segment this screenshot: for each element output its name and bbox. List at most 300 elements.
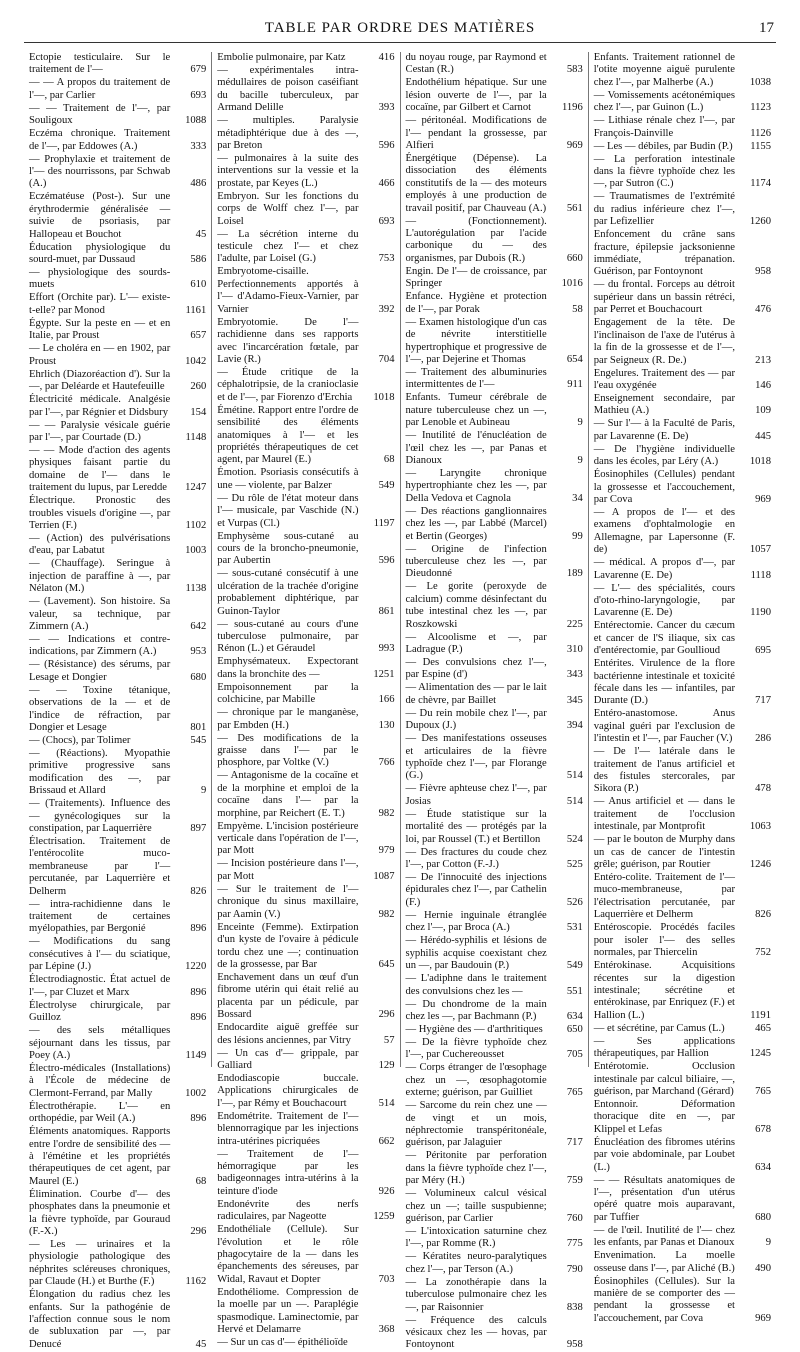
index-entry xyxy=(406,1188,583,1225)
index-entry-text: Embryon. Sur les fonctions du corps de Wolff chez l'—, par Loisel xyxy=(217,190,359,227)
index-entry-page: 1246 xyxy=(749,859,771,871)
index-entry-page: 445 xyxy=(755,430,771,442)
index-entry xyxy=(29,154,206,191)
index-entry-text: — physiologique des sourds-muets xyxy=(29,267,171,291)
index-entry-text: Ectopie testiculaire. Sur le traitement de l'— xyxy=(29,52,171,76)
index-entry-text: — Le gorite (peroxyde de calcium) comme désinfectant du tube intestinal chez les —, par Roszkowski xyxy=(405,581,547,630)
index-entry-page: 645 xyxy=(378,958,395,970)
index-entry xyxy=(594,141,771,153)
index-entry xyxy=(406,115,583,152)
index-entry xyxy=(217,266,394,316)
index-entry-page: 911 xyxy=(567,379,583,391)
index-entry xyxy=(29,1025,206,1062)
index-entry xyxy=(406,544,583,581)
index-entry-text: du noyau rouge, par Raymond et Cestan (R.) xyxy=(405,52,547,76)
index-entry xyxy=(406,1024,583,1036)
index-entry xyxy=(29,394,206,419)
index-entry-page: 958 xyxy=(566,1339,583,1351)
index-entry-text: Enfoncement du crâne sans fracture, épilepsie jacksonienne immédiate, trépanation. Guérison, par Fontoynont xyxy=(593,229,735,278)
index-entry-text: Eczématéuse (Post-). Sur une érythrodermie généralisée — suivie de psoriasis, par Hallopeau et Bouchot xyxy=(29,191,171,240)
index-entry xyxy=(217,115,394,152)
index-entry-page: 1042 xyxy=(185,355,207,367)
index-entry-page: 678 xyxy=(755,1123,771,1135)
index-entry xyxy=(594,834,771,871)
index-entry-page: 1259 xyxy=(373,1211,395,1223)
index-entry-page: 296 xyxy=(378,1009,395,1021)
index-entry-page: 753 xyxy=(378,253,395,265)
index-entry xyxy=(29,1101,206,1126)
index-entry-text: Égypte. Sur la peste en — et en Italie, par Proust xyxy=(29,317,171,342)
index-entry-page: 826 xyxy=(755,909,771,921)
index-entry-page: 704 xyxy=(378,353,395,365)
index-entry-page: 1018 xyxy=(373,391,395,403)
index-entry-page: 765 xyxy=(755,1085,771,1097)
index-entry-text: Emphysémateux. Expectorant dans la bronchite des — xyxy=(217,656,359,680)
index-entry-page: 343 xyxy=(566,669,583,681)
index-entry-page: 1155 xyxy=(750,140,771,152)
index-entry-page: 549 xyxy=(378,479,395,491)
index-entry-page: 129 xyxy=(378,1059,395,1071)
index-entry-text: — Le choléra en — en 1902, par Proust xyxy=(29,343,171,367)
index-entry-page: 610 xyxy=(190,279,207,291)
index-entry-page: 1088 xyxy=(185,115,207,127)
index-entry-page: 486 xyxy=(190,178,207,190)
index-entry xyxy=(594,191,771,228)
index-entry xyxy=(406,809,583,846)
index-entry-page: 654 xyxy=(566,353,583,365)
index-entry-page: 466 xyxy=(378,177,395,189)
index-entry-text: — Ses applications thérapeutiques, par Hallion xyxy=(593,1035,735,1060)
index-entry xyxy=(594,1061,771,1098)
index-entry-page: 717 xyxy=(755,695,771,707)
index-entry-page: 775 xyxy=(566,1238,583,1250)
index-entry-page: 213 xyxy=(755,354,771,366)
index-entry-page: 310 xyxy=(566,644,583,655)
index-column-4 xyxy=(589,52,776,1324)
index-entry xyxy=(29,1000,206,1025)
index-entry-page: 58 xyxy=(572,303,583,315)
index-entry xyxy=(217,191,394,228)
index-entry-text: — intra-rachidienne dans le traitement de certaines myélopathies, par Bergonié xyxy=(29,898,171,935)
index-entry-text: — et sécrétine, par Camus (L.) xyxy=(593,1022,725,1034)
index-entry-page: 693 xyxy=(190,89,207,101)
index-entry-page: 490 xyxy=(755,1262,771,1274)
index-entry-page: 1057 xyxy=(749,544,771,556)
index-entry-page: 662 xyxy=(378,1135,395,1147)
index-entry xyxy=(594,708,771,745)
index-entry-page: 9 xyxy=(765,1237,771,1249)
index-entry-page: 680 xyxy=(190,671,207,683)
index-entry xyxy=(594,583,771,620)
index-entry-text: Entéro-colite. Traitement de l'— muco-membraneuse, par l'électrisation percutanée, par Laquerrière et Delherm xyxy=(593,872,735,921)
index-entry-text: Enchavement dans un œuf d'un fibrome utérin qui était relié au placenta par un pédicule, par Bossard xyxy=(217,971,359,1021)
index-entry-text: Endothélium hépatique. Sur une lésion ouverte de l'—, par la cocaïne, par Gilbert et Carnot xyxy=(405,77,547,114)
index-entry xyxy=(29,558,206,595)
index-entry-page: 596 xyxy=(378,140,395,152)
index-entry-text: — — Traitement de l'—, par Souligoux xyxy=(29,102,171,127)
index-entry xyxy=(217,656,394,681)
index-entry xyxy=(406,657,583,682)
index-entry xyxy=(217,1073,394,1110)
index-entry-text: Électrothérapie. L'— en orthopédie, par Weil (A.) xyxy=(29,1100,171,1125)
index-entry-text: Électrisation. Traitement de l'entérocolite muco-membraneuse par l'— percutanée, par Laquerrière et Delherm xyxy=(29,836,171,897)
index-entry-text: Entérectomie. Cancer du cæcum et cancer de l'S iliaque, six cas d'entérectomie, par Goullioud xyxy=(593,620,735,657)
index-entry-text: — Les — urinaires et la physiologie pathologique des néphrites scléreuses chroniques, par Claude (H.) et Burthe (F.) xyxy=(29,1238,171,1288)
index-entry-text: — — Indications et contre-indications, par Zimmern (A.) xyxy=(29,633,171,658)
index-entry-text: — Étude critique de la céphalotripsie, de la cranioclasie et de l'—, par Fiorenzo d'Erchia xyxy=(217,366,359,403)
index-entry-text: — Fièvre aphteuse chez l'—, par Josias xyxy=(405,783,547,807)
index-entry-text: — Traumatismes de l'extrémité du radius inférieure chez l'—, par Lefizellier xyxy=(593,191,735,228)
index-entry xyxy=(406,935,583,972)
index-entry-page: 1161 xyxy=(185,304,207,316)
index-entry xyxy=(406,77,583,114)
index-entry-page: 679 xyxy=(190,64,207,76)
index-entry xyxy=(217,405,394,467)
index-entry xyxy=(406,581,583,631)
index-entry xyxy=(594,658,771,708)
index-entry xyxy=(29,685,206,735)
index-entry-page: 969 xyxy=(755,493,771,505)
index-entry-text: — L'adiphne dans le traitement des convulsions chez les — xyxy=(405,973,547,997)
index-entry-page: 1118 xyxy=(750,569,771,581)
index-entry xyxy=(594,922,771,959)
index-entry-text: — Inutilité de l'énucléation de l'œil chez les —, par Panas et Dianoux xyxy=(405,430,547,466)
index-entry-text: — De l'hygiène individuelle dans les écoles, par Léry (A.) xyxy=(593,443,735,468)
index-entry-page: 634 xyxy=(566,1010,583,1022)
index-entry-page: 393 xyxy=(378,102,395,114)
index-entry xyxy=(29,495,206,532)
index-entry-text: Endodiascopie buccale. Applications chirurgicales de l'—, par Rémy et Bouchacourt xyxy=(217,1072,359,1109)
index-entry xyxy=(594,1137,771,1174)
index-entry-text: Embryotomie. De l'— rachidienne dans ses rapports avec l'incarcération fœtale, par Lavie (R.) xyxy=(217,316,359,365)
index-entry xyxy=(406,291,583,316)
index-entry-page: 586 xyxy=(190,254,207,266)
index-entry-page: 1038 xyxy=(749,76,771,88)
index-entry xyxy=(594,279,771,316)
index-entry-page: 703 xyxy=(378,1273,395,1285)
index-entry xyxy=(29,634,206,659)
index-entry-page: 969 xyxy=(566,140,583,152)
index-entry-text: Entonnoir. Déformation thoracique dite en —, par Klippel et Lefas xyxy=(593,1098,735,1135)
index-entry-text: Électro-médicales (Installations) à l'École de médecine de Clermont-Ferrand, par Mally xyxy=(29,1062,171,1099)
index-entry-text: — Hygiène des — d'arthritiques xyxy=(405,1023,543,1035)
index-columns xyxy=(24,52,776,1351)
index-entry-text: Électrique. Pronostic des troubles visuels d'origine —, par Terrien (F.) xyxy=(29,495,171,531)
index-entry-text: — multiples. Paralysie métadiphtérique due à des —, par Breton xyxy=(217,115,359,152)
index-entry-page: 650 xyxy=(566,1023,583,1035)
index-entry-text: Éducation physiologique du sourd-muet, par Dussaud xyxy=(29,241,171,266)
index-entry-page: 1247 xyxy=(185,482,207,494)
index-entry xyxy=(406,367,583,392)
index-entry xyxy=(217,821,394,858)
index-entry xyxy=(406,1150,583,1187)
index-entry-page: 333 xyxy=(190,140,207,152)
index-entry-page: 1087 xyxy=(373,870,395,882)
index-entry xyxy=(29,1063,206,1100)
index-entry-text: — — Paralysie vésicale guérie par l'—, par Courtade (D.) xyxy=(29,419,171,443)
index-entry-text: Endothéliale (Cellule). Sur l'évolution et le rôle phagocytaire de la — dans les épanchements des séreuses, par Widal, Ravaut et Dopter xyxy=(217,1224,359,1285)
index-entry-page: 154 xyxy=(190,406,207,418)
index-entry-text: Émotion. Psoriasis consécutifs à une — violente, par Balzer xyxy=(217,467,359,491)
index-entry-page: 642 xyxy=(190,620,207,632)
index-entry xyxy=(29,1239,206,1289)
index-entry-page: 296 xyxy=(190,1225,207,1237)
index-entry-page: 1245 xyxy=(749,1048,771,1060)
index-entry-text: Embryotome-cisaille. Perfectionnements apportés à l'— d'Adamo-Fieux-Varnier, par Varnier xyxy=(217,266,359,315)
index-entry xyxy=(217,1048,394,1073)
index-entry-text: — de l'œil. Inutilité de l'— chez les enfants, par Panas et Dianoux xyxy=(593,1224,735,1249)
index-entry-text: Empyème. L'incision postérieure verticale dans l'opération de l'—, par Mott xyxy=(217,820,359,857)
index-entry-text: — sous-cutané consécutif à une ulcération de la trachée d'origine probablement diphtérique, par Guinon-Taylor xyxy=(217,568,359,617)
index-entry-text: — A propos de l'— et des examens d'ophtalmologie en Allemagne, par Lapersonne (F. de) xyxy=(593,506,735,556)
index-entry-text: — Un cas d'— grippale, par Galliard xyxy=(217,1047,359,1071)
index-entry-page: 368 xyxy=(378,1324,395,1336)
index-entry-page: 99 xyxy=(572,530,583,542)
index-entry-text: Engin. De l'— de croissance, par Springer xyxy=(405,265,547,290)
index-entry-page: 766 xyxy=(378,757,395,769)
index-entry xyxy=(594,620,771,657)
index-entry xyxy=(594,418,771,443)
index-entry xyxy=(217,1149,394,1199)
index-entry-page: 130 xyxy=(378,719,395,731)
index-entry-text: — des sels métalliques séjournant dans les tissus, par Poey (A.) xyxy=(29,1025,171,1061)
index-entry-text: — De l'innocuité des injections épidurales chez l'—, par Cathelin (F.) xyxy=(405,872,547,908)
index-entry xyxy=(406,708,583,733)
index-entry-text: Entéroscopie. Procédés faciles pour isoler l'— des selles normales, par Thiercelin xyxy=(593,922,735,959)
index-entry-page: 958 xyxy=(755,266,771,278)
index-entry xyxy=(594,1036,771,1061)
index-entry-page: 693 xyxy=(378,215,395,227)
index-entry-page: 896 xyxy=(190,923,207,935)
index-column-1 xyxy=(24,52,212,1350)
index-entry xyxy=(29,1289,206,1351)
index-entry-page: 657 xyxy=(190,330,207,342)
index-entry-text: — Du chondrome de la main chez les —, par Bachmann (P.) xyxy=(405,998,547,1022)
index-entry-page: 1251 xyxy=(373,668,395,680)
index-entry-page: 1123 xyxy=(750,102,771,114)
index-entry-page: 583 xyxy=(566,64,583,76)
index-entry xyxy=(406,153,583,215)
index-entry xyxy=(406,1315,583,1352)
index-entry xyxy=(406,52,583,77)
index-entry-page: 826 xyxy=(190,885,207,897)
index-entry-text: Eczéma chronique. Traitement de l'—, par Eddowes (A.) xyxy=(29,128,171,152)
index-entry-text: Endonévrite des nerfs radiculaires, par Nageotte xyxy=(217,1198,359,1223)
index-entry-text: — Les — débiles, par Budin (P.) xyxy=(593,140,733,152)
index-entry-text: — Laryngite chronique hypertrophiante chez les —, par Della Vedova et Cagnola xyxy=(405,467,547,504)
index-entry-page: 896 xyxy=(190,1113,207,1125)
index-entry-text: — L'intoxication saturnine chez l'—, par Romme (R.) xyxy=(405,1225,547,1250)
index-entry-page: 109 xyxy=(755,405,771,417)
index-entry-text: — médical. A propos d'—, par Lavarenne (E. De) xyxy=(593,557,735,581)
index-entry-text: — Des réactions ganglionnaires chez les —, par Labbé (Marcel) et Bertin (Georges) xyxy=(405,505,547,542)
index-entry xyxy=(29,103,206,128)
index-entry-text: — De l'— latérale dans le traitement de l'anus artificiel et des fistules stercorales, par Sikora (P.) xyxy=(593,746,735,795)
index-entry-page: 1220 xyxy=(185,961,207,973)
index-entry-text: Entérotomie. Occlusion intestinale par calcul biliaire, —, guérison, par Marchand (Gérard) xyxy=(593,1061,735,1097)
index-entry-page: 1191 xyxy=(750,1009,771,1021)
index-entry xyxy=(594,1023,771,1035)
index-entry xyxy=(406,682,583,707)
index-entry xyxy=(406,430,583,467)
index-entry xyxy=(406,1062,583,1099)
index-entry-text: — sous-cutané au cours d'une tuberculose pulmonaire, par Rénon (L.) et Géraudel xyxy=(217,618,359,655)
index-entry xyxy=(29,1126,206,1188)
index-entry xyxy=(594,444,771,469)
index-entry-page: 982 xyxy=(378,807,395,819)
index-entry xyxy=(594,1175,771,1225)
index-entry-text: — (Chocs), par Tolimer xyxy=(29,735,131,746)
page-title: TABLE PAR ORDRE DES MATIÈRES xyxy=(264,20,536,36)
index-entry xyxy=(29,974,206,999)
index-entry xyxy=(217,367,394,404)
index-entry xyxy=(217,922,394,972)
index-entry-page: 1063 xyxy=(749,821,771,833)
index-entry xyxy=(406,733,583,783)
index-entry xyxy=(594,746,771,796)
index-entry-text: — (Résistance) des sérums, par Lesage et Dongier xyxy=(29,659,171,683)
index-entry xyxy=(29,836,206,898)
index-entry xyxy=(406,468,583,505)
index-entry-page: 1138 xyxy=(185,583,207,595)
index-entry xyxy=(594,1225,771,1250)
index-entry xyxy=(217,1022,394,1047)
index-entry-text: Énergétique (Dépense). La dissociation des éléments constitutifs de la — des moteurs employés à une production de travail positif, par Chauveau (A.) xyxy=(405,153,547,214)
index-entry-page: 57 xyxy=(383,1034,395,1046)
index-entry-page: 982 xyxy=(378,908,395,920)
index-entry-page: 634 xyxy=(755,1161,771,1173)
index-entry-page: 526 xyxy=(566,896,583,908)
index-entry-page: 1003 xyxy=(185,545,207,557)
index-entry-text: Enfants. Tumeur cérébrale de nature tuberculeuse chez un —, par Lenoble et Aubineau xyxy=(405,392,547,429)
index-entry xyxy=(217,972,394,1022)
index-entry-page: 9 xyxy=(200,785,207,797)
index-entry xyxy=(217,52,394,64)
index-entry-text: Envenimation. La moelle osseuse dans l'—, par Aliché (B.) xyxy=(593,1250,735,1274)
index-entry-page: 765 xyxy=(566,1087,583,1099)
index-entry xyxy=(29,533,206,558)
index-entry-text: Éosinophiles (Cellules) pendant la grossesse et l'accouchement, par Cova xyxy=(593,469,735,505)
index-entry-text: — — Résultats anatomiques de l'—, présentation d'un utérus opéré quatre mois auparavant, par Tuffier xyxy=(593,1174,735,1223)
index-entry xyxy=(217,229,394,266)
index-entry xyxy=(217,531,394,568)
index-entry xyxy=(29,128,206,153)
index-entry xyxy=(406,910,583,935)
index-entry-text: Élimination. Courbe d'— des phosphates dans la pneumonie et la fièvre typhoïde, par Gouraud (F.-X.) xyxy=(29,1188,171,1237)
index-entry-text: — chronique par le manganèse, par Embden (H.) xyxy=(217,707,359,731)
index-entry-page: 1102 xyxy=(185,519,207,531)
index-entry xyxy=(29,596,206,633)
index-entry xyxy=(406,1037,583,1062)
index-entry-text: — Sur un cas d'— épithélioïde xyxy=(217,1337,348,1349)
index-entry-text: — expérimentales intra-médullaires de poison caséifiant du bacille tuberculeux, par Armand Delille xyxy=(217,65,359,114)
index-entry-text: — Des fractures du coude chez l'—, par Cotton (F.-J.) xyxy=(405,846,547,871)
index-entry-page: 416 xyxy=(378,52,395,63)
index-entry-text: — (Traitements). Influence des — gynécologiques sur la constipation, par Laquerrière xyxy=(29,798,171,835)
index-entry-page: 465 xyxy=(755,1022,771,1034)
index-entry-page: 801 xyxy=(190,722,207,733)
index-entry xyxy=(29,445,206,495)
index-entry-page: 759 xyxy=(566,1175,583,1187)
index-entry xyxy=(29,242,206,267)
index-entry-page: 1196 xyxy=(561,102,583,114)
index-entry-page: 790 xyxy=(566,1263,583,1275)
index-entry xyxy=(29,420,206,445)
index-entry-page: 68 xyxy=(383,454,395,466)
index-entry-page: 953 xyxy=(190,646,207,658)
index-entry-page: 1018 xyxy=(749,456,771,468)
index-entry xyxy=(217,682,394,707)
index-entry-text: Enfants. Traitement rationnel de l'otite moyenne aiguë purulente chez l'—, par Malherbe (A.) xyxy=(593,52,735,88)
index-entry-page: 1148 xyxy=(185,431,207,443)
index-entry xyxy=(217,1111,394,1148)
index-entry-text: Engagement de la tête. De l'inclinaison de l'axe de l'utérus à la fin de la grossesse et de l'—, par Seigneux (R. De.) xyxy=(593,317,735,366)
index-entry xyxy=(217,153,394,190)
index-entry-page: 394 xyxy=(566,720,583,732)
index-entry xyxy=(217,619,394,656)
index-entry xyxy=(594,368,771,393)
index-entry xyxy=(29,77,206,102)
index-entry-page: 45 xyxy=(195,228,207,240)
index-entry-page: 34 xyxy=(572,492,583,504)
index-entry xyxy=(594,1099,771,1136)
index-entry-text: Éléments anatomiques. Rapports entre l'ordre de sensibilité des — à l'émétine et les propriétés thérapeutiques de cet agent, par Maurel (E.) xyxy=(29,1126,171,1187)
index-entry-text: Enseignement secondaire, par Mathieu (A.) xyxy=(593,392,735,417)
index-entry xyxy=(406,506,583,543)
index-entry-page: 838 xyxy=(566,1301,583,1313)
index-entry-text: Enceinte (Femme). Extirpation d'un kyste de l'ovaire à pédicule tordu chez une —; continuation de la grossesse, par Bar xyxy=(217,921,359,970)
index-entry xyxy=(217,1337,394,1349)
index-entry-text: — Incision postérieure dans l'—, par Mott xyxy=(217,858,359,882)
index-entry xyxy=(29,936,206,973)
index-entry xyxy=(594,154,771,191)
index-entry-text: — Prophylaxie et traitement de l'— des nourrissons, par Schwab (A.) xyxy=(29,153,171,190)
index-entry xyxy=(594,1276,771,1326)
index-entry-page: 514 xyxy=(378,1097,395,1109)
index-entry xyxy=(406,783,583,808)
index-entry xyxy=(406,392,583,429)
index-entry-text: — Volumineux calcul vésical chez un —; taille suspubienne; guérison, par Carlier xyxy=(405,1188,547,1224)
index-column-3 xyxy=(401,52,589,1351)
index-entry xyxy=(29,369,206,394)
index-entry xyxy=(594,317,771,367)
index-entry-page: 1126 xyxy=(750,127,771,139)
index-entry xyxy=(29,659,206,684)
index-entry-page: 146 xyxy=(755,379,771,391)
index-entry xyxy=(217,884,394,921)
index-entry-page: 705 xyxy=(566,1049,583,1061)
index-entry xyxy=(406,266,583,291)
index-entry xyxy=(217,707,394,732)
index-entry-page: 531 xyxy=(566,922,583,934)
index-entry-text: — Des manifestations osseuses et articulaires de la fièvre typhoïde chez l'—, par Florange (G.) xyxy=(405,733,547,782)
index-entry-page: 993 xyxy=(378,643,395,655)
index-entry-text: — Hernie inguinale étranglée chez l'—, par Broca (A.) xyxy=(405,909,547,934)
index-entry-page: 9 xyxy=(577,454,583,466)
index-entry-text: Entérokinase. Acquisitions récentes sur la digestion intestinale; sécrétine et entérokinase, par Enriquez (F.) et Hallion (L.) xyxy=(593,960,735,1021)
index-entry xyxy=(594,507,771,557)
index-entry-text: — Hérédo-syphilis et lésions de syphilis acquise coexistant chez un —, par Baudouin (P.) xyxy=(405,935,547,972)
index-entry-text: — Des modifications de la graisse dans l'— par le phosphore, par Voltke (V.) xyxy=(217,732,359,769)
index-entry-text: Éosinophiles (Cellules). Sur la manière de se comporter des — pendant la grossesse et l'accouchement, par Cova xyxy=(593,1275,735,1324)
index-entry-text: Emphysème sous-cutané au cours de la broncho-pneumonie, par Aubertin xyxy=(217,530,359,567)
index-entry xyxy=(406,216,583,266)
index-entry-text: — Fréquence des calculs vésicaux chez les — hovas, par Fontoynont xyxy=(405,1314,547,1351)
index-entry-page: 1016 xyxy=(561,278,583,290)
index-entry xyxy=(594,52,771,89)
index-entry-text: — La zonothérapie dans la tuberculose pulmonaire chez les —, par Raisonnier xyxy=(405,1276,547,1313)
index-entry xyxy=(406,1277,583,1314)
